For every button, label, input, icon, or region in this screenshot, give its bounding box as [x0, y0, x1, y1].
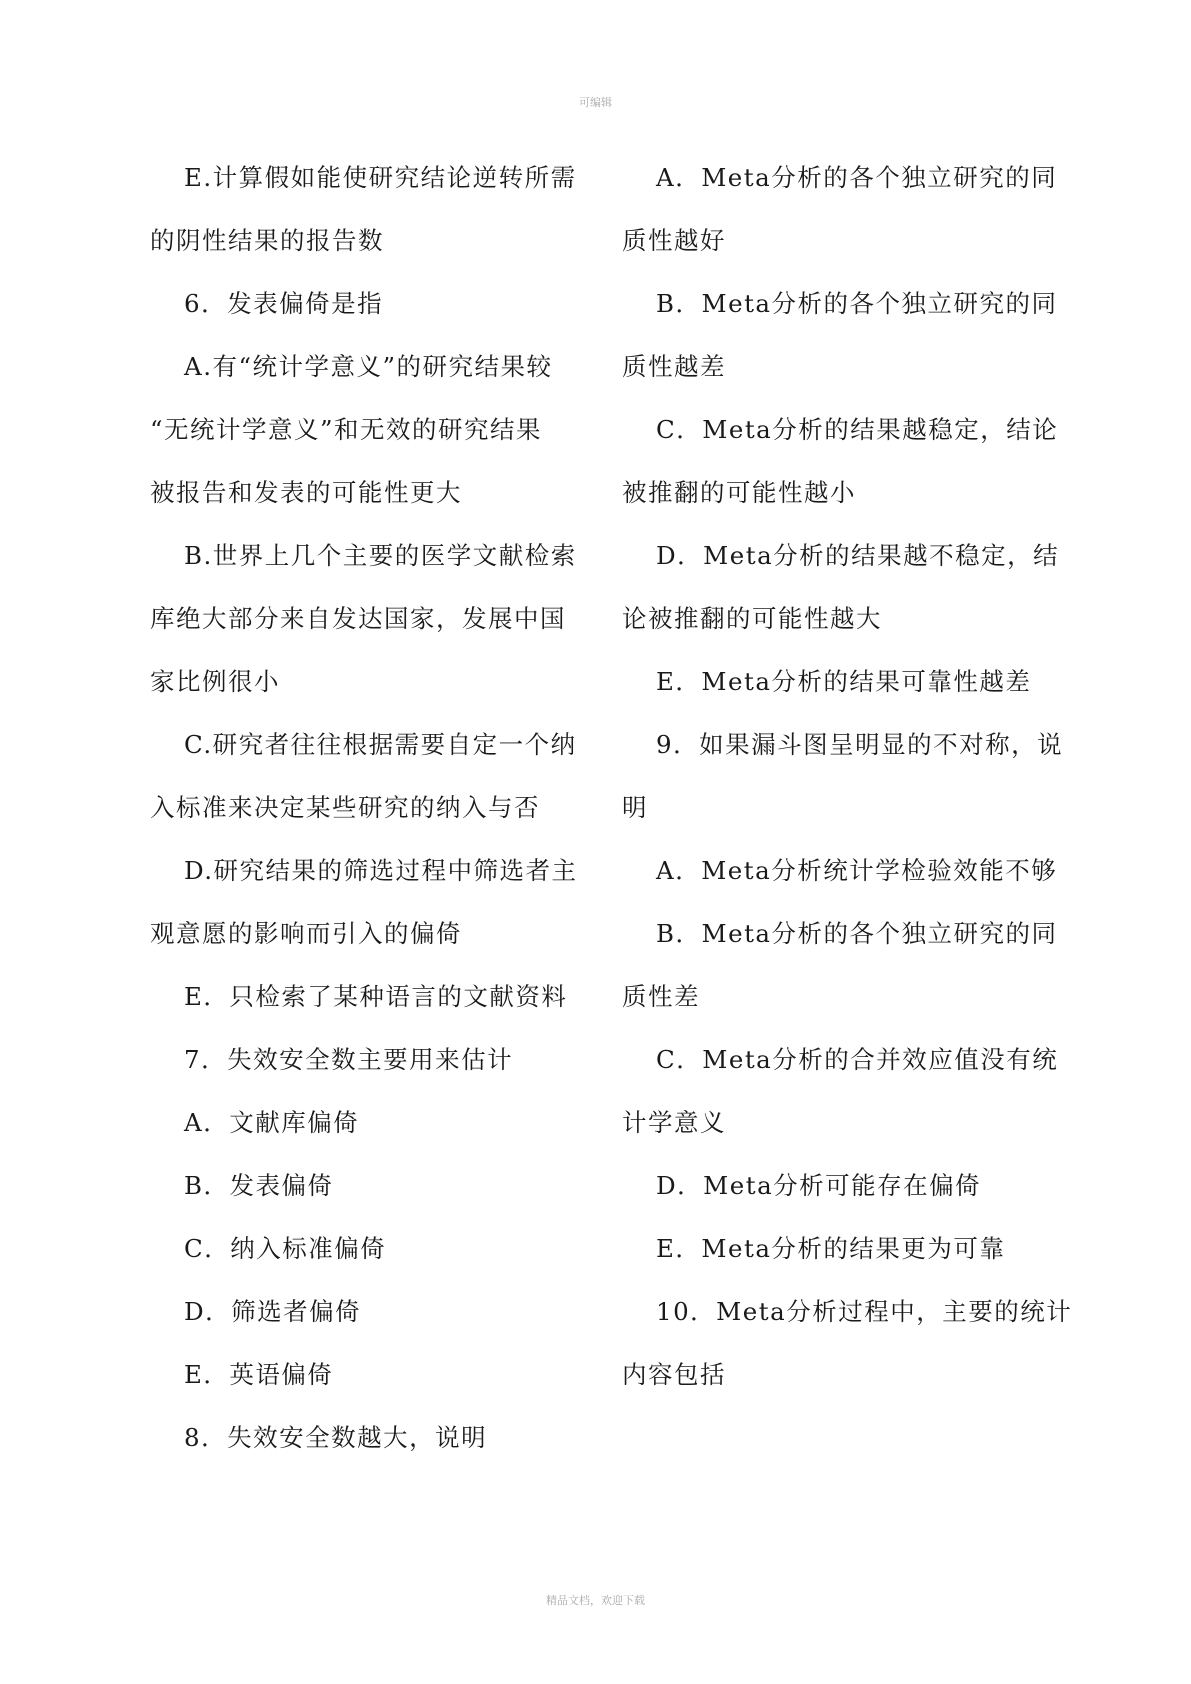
text-line: C．Meta分析的结果越稳定，结论	[656, 415, 1059, 444]
text-line: 内容包括	[622, 1360, 726, 1389]
text-line: B．发表偏倚	[184, 1171, 334, 1200]
text-line: B．Meta分析的各个独立研究的同	[656, 289, 1058, 318]
text-line: 10．Meta分析过程中，主要的统计	[656, 1297, 1073, 1326]
text-line: 计学意义	[622, 1108, 726, 1137]
text-line: D．Meta分析的结果越不稳定，结	[656, 541, 1060, 570]
text-line: 明	[622, 793, 648, 822]
text-line: D.研究结果的筛选过程中筛选者主	[184, 856, 578, 885]
text-line: “无统计学意义”和无效的研究结果	[150, 415, 543, 444]
right-column	[622, 163, 1073, 1423]
text-line: 7．失效安全数主要用来估计	[184, 1045, 514, 1074]
text-line: A.有“统计学意义”的研究结果较	[184, 352, 553, 381]
text-line: 观意愿的影响而引入的偏倚	[150, 919, 462, 948]
text-line: E．Meta分析的结果可靠性越差	[656, 667, 1032, 696]
text-line: 论被推翻的可能性越大	[622, 604, 882, 633]
text-line: E．英语偏倚	[184, 1360, 334, 1389]
text-line: 的阴性结果的报告数	[150, 226, 384, 255]
text-line: E.计算假如能使研究结论逆转所需	[184, 163, 577, 192]
text-line: B．Meta分析的各个独立研究的同	[656, 919, 1058, 948]
text-line: C.研究者往往根据需要自定一个纳	[184, 730, 577, 759]
text-line: 6．发表偏倚是指	[184, 289, 384, 318]
footer-watermark: 精品文档，欢迎下载	[546, 1594, 645, 1607]
text-line: 家比例很小	[150, 667, 280, 696]
text-line: A．Meta分析的各个独立研究的同	[656, 163, 1058, 192]
text-line: C．纳入标准偏倚	[184, 1234, 387, 1263]
text-line: A．文献库偏倚	[184, 1108, 360, 1137]
text-line: 8．失效安全数越大，说明	[184, 1423, 488, 1452]
text-line: 被推翻的可能性越小	[622, 478, 856, 507]
text-line: C．Meta分析的合并效应值没有统	[656, 1045, 1059, 1074]
text-line: B.世界上几个主要的医学文献检索	[184, 541, 577, 570]
text-line: E．Meta分析的结果更为可靠	[656, 1234, 1006, 1263]
text-line: 质性差	[622, 982, 700, 1011]
text-line: E．只检索了某种语言的文献资料	[184, 982, 568, 1011]
text-line: D．Meta分析可能存在偏倚	[656, 1171, 982, 1200]
text-line: 入标准来决定某些研究的纳入与否	[150, 793, 540, 822]
text-line: D．筛选者偏倚	[184, 1297, 362, 1326]
text-line: A．Meta分析统计学检验效能不够	[656, 856, 1058, 885]
left-column	[150, 163, 578, 1486]
text-line: 质性越好	[622, 226, 726, 255]
text-line: 被报告和发表的可能性更大	[150, 478, 462, 507]
header-watermark: 可编辑	[579, 96, 612, 109]
text-line: 9．如果漏斗图呈明显的不对称，说	[656, 730, 1064, 759]
text-line: 质性越差	[622, 352, 726, 381]
text-line: 库绝大部分来自发达国家，发展中国	[150, 604, 566, 633]
